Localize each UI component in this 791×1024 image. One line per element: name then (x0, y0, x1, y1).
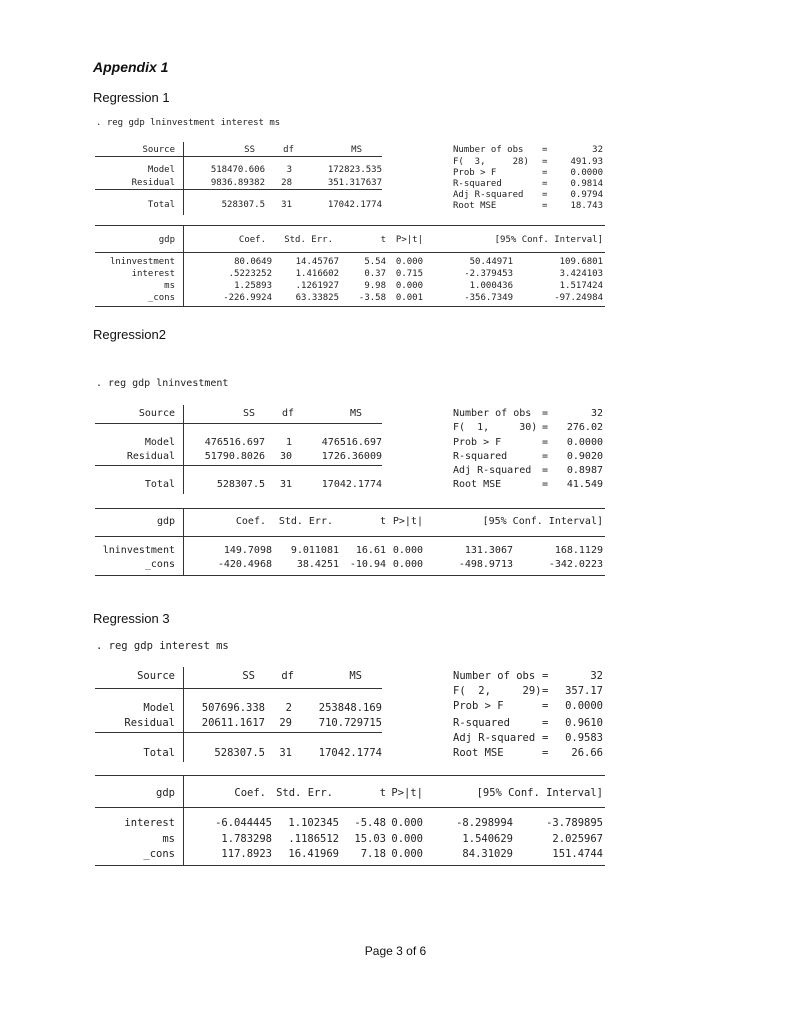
coef-t-cell: -10.94 (349, 559, 386, 570)
stat-value: 491.93 (570, 157, 603, 167)
coef-bottom-rule (95, 575, 605, 576)
anova-source-cell: Residual (124, 717, 175, 729)
regression-2-command: . reg gdp lninvestment (96, 378, 229, 389)
coef-var-cell: ms (164, 281, 175, 291)
stat-equals: = (542, 179, 548, 189)
coef-p-cell: 0.000 (391, 848, 423, 860)
coef-header-coef: Coef. (235, 516, 266, 527)
anova-ms-cell: 710.729715 (318, 717, 382, 729)
anova-ss-cell: 9836.89382 (210, 178, 265, 188)
coef-value-cell: 117.8923 (221, 848, 272, 860)
coef-top-rule (95, 225, 605, 226)
regression-1-command: . reg gdp lninvestment interest ms (96, 118, 281, 128)
stat-label: R-squared (453, 717, 510, 729)
regression-1-output (95, 138, 605, 310)
stat-equals: = (542, 145, 548, 155)
anova-ms-cell: 17042.1774 (327, 200, 382, 210)
coef-header-p: P>|t| (392, 516, 423, 527)
coef-separator (183, 509, 184, 575)
anova-total-rule (95, 732, 382, 733)
anova-df-cell: 2 (285, 702, 292, 714)
stat-value: 32 (590, 670, 603, 682)
anova-df-cell: 3 (286, 165, 292, 175)
coef-header-depvar: gdp (156, 516, 175, 527)
coef-ci-high-cell: 1.517424 (559, 281, 603, 291)
anova-ss-cell: 528307.5 (221, 200, 265, 210)
anova-ss-cell: 476516.697 (204, 437, 265, 448)
coef-value-cell: 149.7098 (223, 545, 272, 556)
anova-ms-cell: 351.317637 (327, 178, 382, 188)
coef-header-p: P>|t| (391, 787, 423, 799)
appendix-heading: Appendix 1 (93, 59, 169, 75)
coef-se-cell: 1.102345 (288, 817, 339, 829)
coef-value-cell: -226.9924 (223, 293, 272, 303)
page-number: Page 3 of 6 (364, 944, 427, 958)
stat-label: Number of obs (453, 408, 532, 419)
regression-3-output (95, 667, 605, 872)
anova-header-source: Source (138, 408, 175, 419)
stat-value: 0.9583 (565, 732, 603, 744)
coef-t-cell: 9.98 (364, 281, 386, 291)
anova-df-cell: 28 (281, 178, 292, 188)
anova-df-cell: 31 (279, 479, 292, 490)
coef-p-cell: 0.000 (391, 833, 423, 845)
coef-header-depvar: gdp (158, 235, 175, 245)
anova-header-ms: MS (349, 408, 362, 419)
stat-label: Prob > F (453, 437, 502, 448)
coef-var-cell: interest (131, 269, 175, 279)
anova-ms-cell: 1726.36009 (321, 451, 382, 462)
anova-source-cell: Total (143, 747, 175, 759)
anova-separator (183, 142, 184, 215)
regression-2-label: Regression2 (93, 327, 166, 342)
coef-se-cell: .1261927 (295, 281, 339, 291)
anova-rule (95, 423, 382, 424)
anova-header-df: df (281, 670, 294, 682)
coef-value-cell: 80.0649 (234, 257, 272, 267)
coef-ci-high-cell: -342.0223 (548, 559, 603, 570)
stat-equals: = (542, 700, 549, 712)
anova-separator (183, 405, 184, 494)
coef-ci-low-cell: 84.31029 (462, 848, 513, 860)
coef-se-cell: 63.33825 (295, 293, 339, 303)
anova-ss-cell: 518470.606 (210, 165, 265, 175)
anova-ms-cell: 253848.169 (318, 702, 382, 714)
stat-equals: = (542, 408, 549, 419)
stat-value: 41.549 (566, 479, 603, 490)
regression-3-command: . reg gdp interest ms (96, 640, 229, 652)
stat-equals: = (542, 747, 549, 759)
coef-t-cell: 16.61 (355, 545, 386, 556)
anova-rule (95, 688, 382, 689)
stat-equals: = (542, 201, 548, 211)
coef-bottom-rule (95, 306, 605, 307)
coef-ci-low-cell: -2.379453 (464, 269, 513, 279)
stat-label: F( 2, 29) (453, 685, 542, 697)
stat-value: 0.0000 (565, 700, 603, 712)
anova-header-ss: SS (242, 670, 255, 682)
anova-source-cell: Total (147, 200, 175, 210)
coef-var-cell: interest (124, 817, 175, 829)
anova-total-rule (95, 189, 382, 190)
coef-header-p: P>|t| (395, 235, 423, 245)
coef-se-cell: 38.4251 (296, 559, 339, 570)
coef-ci-high-cell: 168.1129 (554, 545, 603, 556)
anova-rule (95, 156, 382, 157)
coef-p-cell: 0.000 (395, 281, 423, 291)
stat-value: 0.0000 (566, 437, 603, 448)
stat-equals: = (542, 451, 549, 462)
anova-header-source: Source (142, 145, 175, 155)
anova-source-cell: Residual (126, 451, 175, 462)
coef-value-cell: -420.4968 (217, 559, 272, 570)
coef-header-rule (95, 252, 605, 253)
stat-label: Root MSE (453, 201, 497, 211)
coef-ci-low-cell: -498.9713 (458, 559, 513, 570)
coef-var-cell: _cons (147, 293, 175, 303)
stat-label: Root MSE (453, 747, 504, 759)
coef-value-cell: .5223252 (228, 269, 272, 279)
coef-header-ci: [95% Conf. Interval] (476, 787, 603, 799)
anova-ms-cell: 17042.1774 (318, 747, 382, 759)
stat-equals: = (542, 670, 549, 682)
coef-header-se: Std. Err. (278, 516, 333, 527)
coef-se-cell: 9.011081 (290, 545, 339, 556)
coef-header-rule (95, 807, 605, 808)
stat-equals: = (542, 437, 549, 448)
stat-label: Adj R-squared (453, 732, 536, 744)
coef-value-cell: 1.783298 (221, 833, 272, 845)
stat-value: 0.9020 (566, 451, 603, 462)
coef-se-cell: 14.45767 (295, 257, 339, 267)
coef-header-t: t (379, 516, 386, 527)
coef-p-cell: 0.715 (395, 269, 423, 279)
coef-separator (183, 776, 184, 865)
anova-df-cell: 1 (285, 437, 292, 448)
anova-ms-cell: 17042.1774 (321, 479, 382, 490)
coef-value-cell: 1.25893 (234, 281, 272, 291)
stat-equals: = (542, 190, 548, 200)
coef-t-cell: 15.03 (354, 833, 386, 845)
anova-ss-cell: 528307.5 (216, 479, 265, 490)
stat-equals: = (542, 732, 549, 744)
anova-df-cell: 29 (279, 717, 292, 729)
coef-ci-high-cell: 151.4744 (552, 848, 603, 860)
coef-header-t: t (380, 235, 386, 245)
coef-t-cell: 5.54 (364, 257, 386, 267)
stat-value: 0.0000 (570, 168, 603, 178)
stat-equals: = (542, 168, 548, 178)
coef-header-coef: Coef. (238, 235, 266, 245)
coef-var-cell: _cons (144, 559, 175, 570)
anova-header-ss: SS (244, 145, 255, 155)
coef-ci-high-cell: -97.24984 (554, 293, 603, 303)
stat-label: Adj R-squared (453, 465, 532, 476)
coef-ci-high-cell: 109.6801 (559, 257, 603, 267)
stat-label: Prob > F (453, 168, 497, 178)
coef-header-t: t (379, 787, 386, 799)
coef-header-ci: [95% Conf. Interval] (494, 235, 603, 245)
anova-header-df: df (281, 408, 294, 419)
coef-var-cell: _cons (143, 848, 175, 860)
coef-t-cell: 7.18 (360, 848, 386, 860)
coef-t-cell: -5.48 (354, 817, 386, 829)
stat-label: R-squared (453, 179, 502, 189)
stat-value: 0.9610 (565, 717, 603, 729)
coef-header-se: Std. Err. (284, 235, 333, 245)
anova-header-source: Source (137, 670, 175, 682)
stat-equals: = (542, 157, 548, 167)
coef-ci-low-cell: 1.000436 (469, 281, 513, 291)
stat-label: F( 1, 30) (453, 422, 538, 433)
regression-1-label: Regression 1 (93, 90, 170, 105)
stat-label: Adj R-squared (453, 190, 524, 200)
coef-ci-high-cell: -3.789895 (546, 817, 603, 829)
stat-value: 0.9814 (570, 179, 603, 189)
anova-df-cell: 31 (281, 200, 292, 210)
coef-var-cell: ms (162, 833, 175, 845)
coef-header-rule (95, 536, 605, 537)
anova-ss-cell: 20611.1617 (201, 717, 265, 729)
anova-source-cell: Model (147, 165, 175, 175)
anova-header-ss: SS (242, 408, 255, 419)
coef-header-ci: [95% Conf. Interval] (482, 516, 603, 527)
coef-header-coef: Coef. (234, 787, 266, 799)
anova-source-cell: Model (143, 702, 175, 714)
stat-label: Number of obs (453, 670, 536, 682)
coef-var-cell: lninvestment (102, 545, 175, 556)
coef-var-cell: lninvestment (109, 257, 175, 267)
anova-source-cell: Residual (131, 178, 175, 188)
anova-separator (183, 667, 184, 762)
anova-source-cell: Total (144, 479, 175, 490)
coef-p-cell: 0.001 (395, 293, 423, 303)
stat-value: 32 (590, 408, 603, 419)
regression-3-label: Regression 3 (93, 611, 170, 626)
coef-header-depvar: gdp (156, 787, 175, 799)
anova-header-ms: MS (349, 670, 362, 682)
anova-source-cell: Model (144, 437, 175, 448)
coef-ci-high-cell: 3.424103 (559, 269, 603, 279)
stat-value: 276.02 (566, 422, 603, 433)
stat-value: 32 (592, 145, 603, 155)
coef-se-cell: 1.416602 (295, 269, 339, 279)
anova-ms-cell: 172823.535 (327, 165, 382, 175)
stat-label: Number of obs (453, 145, 524, 155)
stat-equals: = (542, 717, 549, 729)
stat-label: Prob > F (453, 700, 504, 712)
stat-equals: = (542, 465, 549, 476)
coef-t-cell: -3.58 (358, 293, 386, 303)
coef-top-rule (95, 508, 605, 509)
coef-ci-low-cell: -356.7349 (464, 293, 513, 303)
coef-ci-low-cell: 1.540629 (462, 833, 513, 845)
regression-2-output (95, 404, 605, 584)
stat-label: R-squared (453, 451, 508, 462)
stat-value: 0.9794 (570, 190, 603, 200)
coef-ci-low-cell: 50.44971 (469, 257, 513, 267)
coef-ci-high-cell: 2.025967 (552, 833, 603, 845)
coef-ci-low-cell: -8.298994 (456, 817, 513, 829)
coef-p-cell: 0.000 (392, 545, 423, 556)
anova-ss-cell: 51790.8026 (204, 451, 265, 462)
coef-value-cell: -6.044445 (215, 817, 272, 829)
stat-equals: = (542, 479, 549, 490)
coef-ci-low-cell: 131.3067 (464, 545, 513, 556)
stat-value: 18.743 (570, 201, 603, 211)
anova-df-cell: 31 (279, 747, 292, 759)
anova-header-df: df (283, 145, 294, 155)
coef-header-se: Std. Err. (276, 787, 333, 799)
coef-t-cell: 0.37 (364, 269, 386, 279)
coef-separator (183, 226, 184, 306)
stat-value: 357.17 (565, 685, 603, 697)
stat-value: 0.8987 (566, 465, 603, 476)
coef-p-cell: 0.000 (392, 559, 423, 570)
anova-df-cell: 30 (279, 451, 292, 462)
coef-se-cell: 16.41969 (288, 848, 339, 860)
stat-equals: = (542, 685, 549, 697)
anova-header-ms: MS (351, 145, 362, 155)
stat-label: F( 3, 28) (453, 157, 529, 167)
coef-top-rule (95, 775, 605, 776)
anova-ss-cell: 507696.338 (201, 702, 265, 714)
stat-equals: = (542, 422, 549, 433)
coef-p-cell: 0.000 (391, 817, 423, 829)
anova-total-rule (95, 465, 382, 466)
anova-ms-cell: 476516.697 (321, 437, 382, 448)
coef-se-cell: .1186512 (288, 833, 339, 845)
anova-ss-cell: 528307.5 (214, 747, 265, 759)
coef-p-cell: 0.000 (395, 257, 423, 267)
coef-bottom-rule (95, 865, 605, 866)
stat-label: Root MSE (453, 479, 502, 490)
stat-value: 26.66 (571, 747, 603, 759)
